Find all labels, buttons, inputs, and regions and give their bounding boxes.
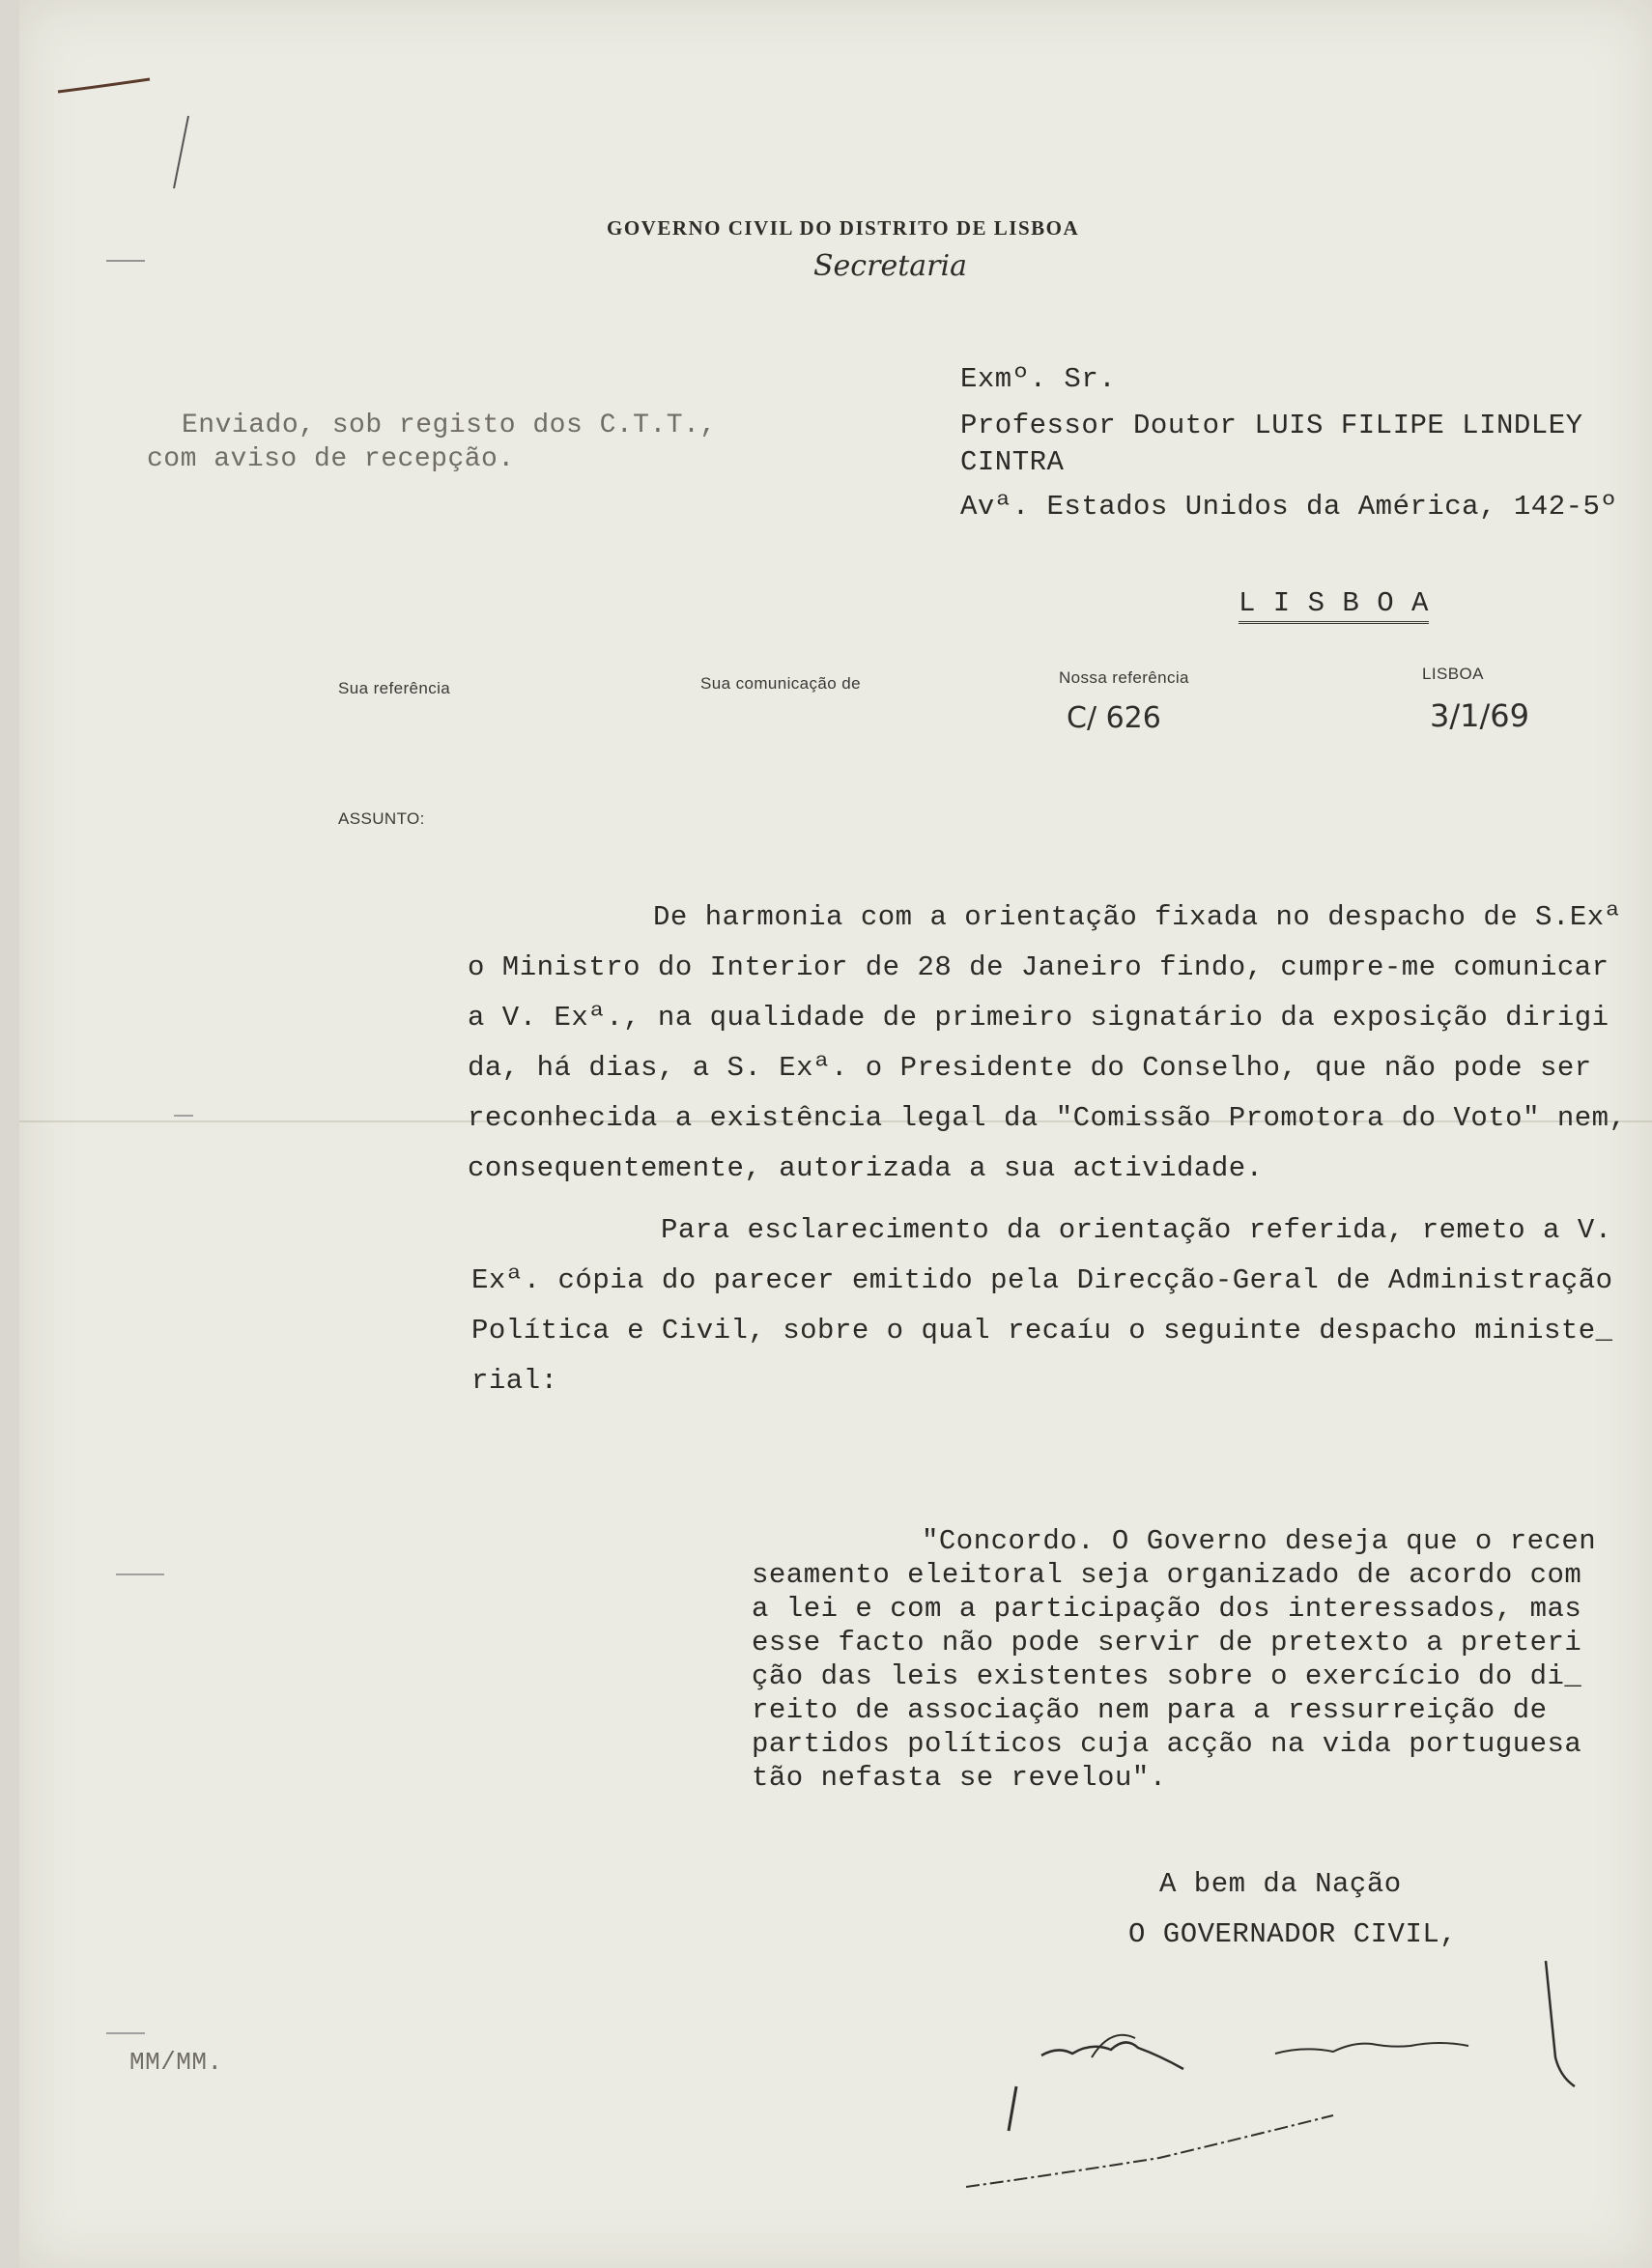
nossa-referencia-value: C/ 626 bbox=[1067, 701, 1161, 735]
recipient-city bbox=[1239, 587, 1429, 619]
corner-pencil-marks bbox=[48, 58, 242, 213]
recipient-name-line1: Professor Doutor LUIS FILIPE LINDLEY bbox=[960, 410, 1583, 441]
letterhead-office: GOVERNO CIVIL DO DISTRITO DE LISBOA bbox=[607, 216, 1080, 240]
sending-note-line1: Enviado, sob registo dos C.T.T., bbox=[182, 411, 717, 440]
quote-line8: tão nefasta se revelou". bbox=[752, 1762, 1167, 1794]
quote-line1: "Concordo. O Governo deseja que o recen bbox=[922, 1525, 1597, 1557]
closing-line2: O GOVERNADOR CIVIL, bbox=[1128, 1918, 1458, 1950]
paragraph1-line1: De harmonia com a orientação fixada no despacho de S.Exª bbox=[653, 901, 1622, 933]
recipient-city-text: L I S B O A bbox=[1239, 587, 1429, 624]
recipient-address: Avª. Estados Unidos da América, 142-5º bbox=[960, 491, 1618, 523]
quote-line6: reito de associação nem para a ressurreição de bbox=[752, 1694, 1548, 1726]
letter-page bbox=[19, 0, 1652, 2268]
closing-line1: A bem da Nação bbox=[1159, 1868, 1402, 1900]
quote-line2: seamento eleitoral seja organizado de acordo com bbox=[752, 1559, 1582, 1591]
typist-initials: MM/MM. bbox=[129, 2048, 223, 2077]
sua-referencia-label: Sua referência bbox=[338, 679, 451, 697]
sua-comunicacao-label: Sua comunicação de bbox=[700, 674, 861, 693]
quote-line3: a lei e com a participação dos interessados, mas bbox=[752, 1593, 1582, 1625]
margin-marks bbox=[77, 232, 193, 2125]
paragraph1-line3: a V. Exª., na qualidade de primeiro signatário da exposição dirigi bbox=[468, 1002, 1609, 1034]
paragraph1-line4: da, há dias, a S. Exª. o Presidente do Conselho, que não pode ser bbox=[468, 1052, 1592, 1084]
quote-line7: partidos políticos cuja acção na vida portuguesa bbox=[752, 1728, 1582, 1760]
lisboa-label: LISBOA bbox=[1422, 665, 1484, 683]
letterhead-department: Secretaria bbox=[813, 249, 967, 283]
sending-note-line2: com aviso de recepção. bbox=[147, 444, 515, 474]
assunto-label: ASSUNTO: bbox=[338, 809, 425, 828]
quote-line5: ção das leis existentes sobre o exercício do di_ bbox=[752, 1660, 1582, 1692]
nossa-referencia-label: Nossa referência bbox=[1059, 668, 1189, 687]
date-value: 3/1/69 bbox=[1430, 697, 1529, 734]
recipient-name-line2: CINTRA bbox=[960, 446, 1065, 478]
paragraph1-line2: o Ministro do Interior de 28 de Janeiro findo, cumpre-me comunicar bbox=[468, 951, 1609, 983]
paragraph2-line3: Política e Civil, sobre o qual recaíu o seguinte despacho ministe_ bbox=[471, 1315, 1613, 1347]
signature bbox=[966, 1942, 1623, 2251]
paragraph2-line1: Para esclarecimento da orientação referida, remeto a V. bbox=[661, 1214, 1612, 1246]
paragraph2-line2: Exª. cópia do parecer emitido pela Direcção-Geral de Administração bbox=[471, 1264, 1613, 1296]
quote-line4: esse facto não pode servir de pretexto a preteri bbox=[752, 1627, 1582, 1658]
paragraph1-line5: reconhecida a existência legal da "Comissão Promotora do Voto" nem, bbox=[468, 1102, 1627, 1134]
paragraph2-line4: rial: bbox=[471, 1365, 558, 1397]
paragraph1-line6: consequentemente, autorizada a sua actividade. bbox=[468, 1152, 1264, 1184]
recipient-salutation: Exmº. Sr. bbox=[960, 363, 1117, 395]
